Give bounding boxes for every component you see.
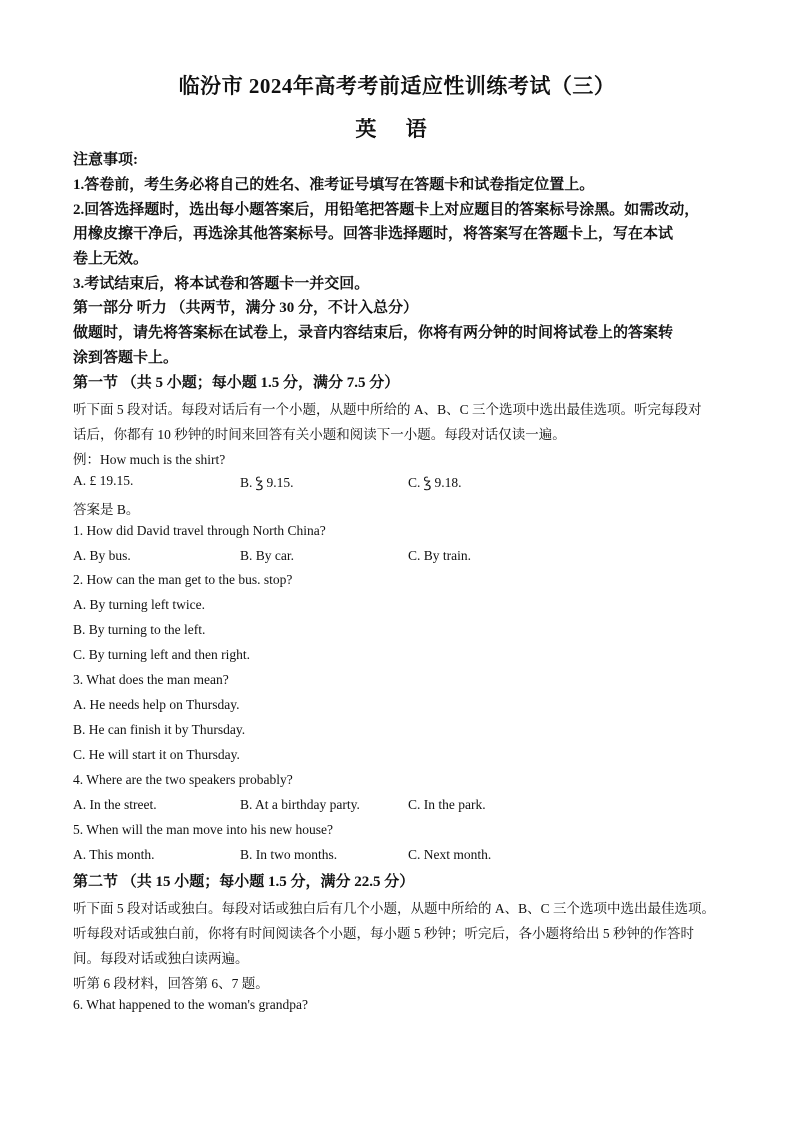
question-1: 1. How did David travel through North China? [73, 523, 326, 538]
q3-option-c: C. He will start it on Thursday. [73, 747, 240, 762]
part1-instruction-line-1: 做题时，请先将答案标在试卷上，录音内容结束后，你将有两分钟的时间将试卷上的答案转 [73, 325, 674, 341]
notice-item-1: 1.答卷前，考生务必将自己的姓名、准考证号填写在答题卡和试卷指定位置上。 [73, 177, 595, 193]
q1-option-b: B. By car. [240, 548, 294, 563]
question-3: 3. What does the man mean? [73, 672, 229, 687]
q4-option-a: A. In the street. [73, 797, 157, 812]
example-option-a: A. £ 19.15. [73, 473, 134, 488]
question-2: 2. How can the man get to the bus. stop? [73, 572, 293, 587]
example-question: 例：How much is the shirt? [73, 452, 226, 467]
q4-option-c: C. In the park. [408, 797, 486, 812]
notice-item-2-line-2: 用橡皮擦干净后，再选涂其他答案标号。回答非选择题时，将答案写在答题卡上，写在本试 [73, 226, 674, 242]
notice-heading: 注意事项: [73, 152, 138, 168]
q2-option-c: C. By turning left and then right. [73, 647, 250, 662]
example-answer: 答案是 B。 [73, 502, 140, 517]
q1-option-a: A. By bus. [73, 548, 131, 563]
example-option-c: C. Ꝣ 9.18. [408, 475, 462, 490]
question-4: 4. Where are the two speakers probably? [73, 772, 293, 787]
example-option-b: B. Ꝣ 9.15. [240, 475, 294, 490]
q4-option-b: B. At a birthday party. [240, 797, 360, 812]
section2-instruction-line-3: 间。每段对话或独白读两遍。 [73, 951, 249, 966]
q2-option-a: A. By turning left twice. [73, 597, 205, 612]
q2-option-b: B. By turning to the left. [73, 622, 206, 637]
q5-option-c: C. Next month. [408, 847, 492, 862]
material-6-note: 听第 6 段材料，回答第 6、7 题。 [73, 976, 269, 991]
section2-heading: 第二节 （共 15 小题；每小题 1.5 分，满分 22.5 分） [73, 874, 415, 890]
q3-option-b: B. He can finish it by Thursday. [73, 722, 246, 737]
question-5: 5. When will the man move into his new house? [73, 822, 333, 837]
notice-item-3: 3.考试结束后，将本试卷和答题卡一并交回。 [73, 276, 370, 292]
q1-option-c: C. By train. [408, 548, 471, 563]
part1-heading: 第一部分 听力 （共两节，满分 30 分，不计入总分） [73, 300, 419, 316]
notice-item-2-line-3: 卷上无效。 [73, 251, 149, 267]
section2-instruction-line-1: 听下面 5 段对话或独白。每段对话或独白后有几个小题，从题中所给的 A、B、C 三个选项中选出最佳选项。 [73, 901, 716, 916]
q5-option-a: A. This month. [73, 847, 155, 862]
notice-item-2-line-1: 2.回答选择题时，选出每小题答案后，用铅笔把答题卡上对应题目的答案标号涂黑。如需改动， [73, 202, 700, 218]
section1-heading: 第一节 （共 5 小题；每小题 1.5 分，满分 7.5 分） [73, 375, 400, 391]
part1-instruction-line-2: 涂到答题卡上。 [73, 350, 179, 366]
q5-option-b: B. In two months. [240, 847, 338, 862]
section1-instruction-line-2: 话后，你都有 10 秒钟的时间来回答有关小题和阅读下一小题。每段对话仅读一遍。 [73, 427, 566, 442]
exam-title: 临汾市 2024年高考考前适应性训练考试（三） [178, 74, 616, 98]
section1-instruction-line-1: 听下面 5 段对话。每段对话后有一个小题，从题中所给的 A、B、C 三个选项中选出最佳选项。听完每段对 [73, 402, 702, 417]
section2-instruction-line-2: 听每段对话或独白前，你将有时间阅读各个小题，每小题 5 秒钟；听完后，各小题将给出 5 秒钟的作答时 [73, 926, 694, 941]
question-6: 6. What happened to the woman's grandpa? [73, 997, 308, 1012]
subject-title: 英 语 [355, 117, 439, 141]
q3-option-a: A. He needs help on Thursday. [73, 697, 240, 712]
